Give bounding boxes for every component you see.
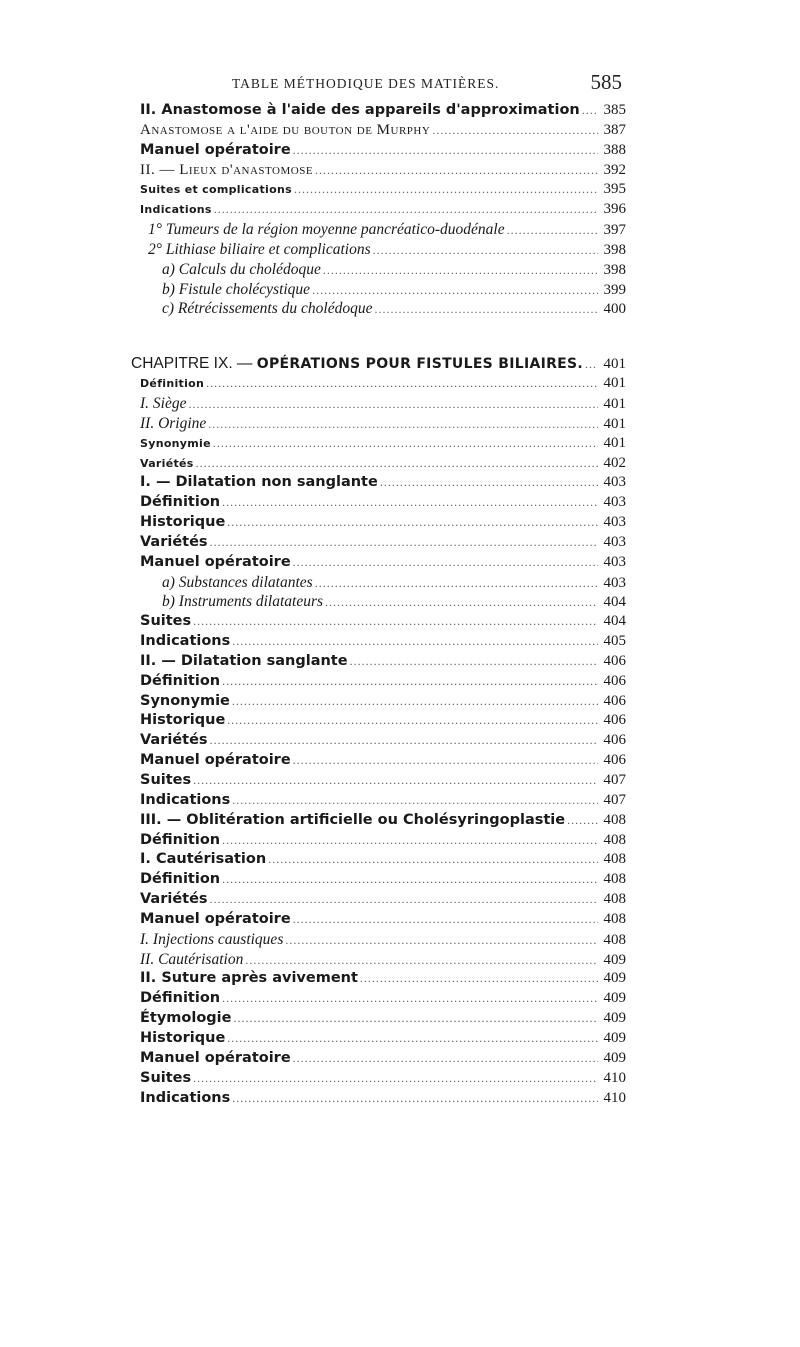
toc-entry-title: Suites [140, 772, 192, 788]
toc-entry [140, 831, 626, 851]
toc-entry-title: Variétés [140, 891, 208, 908]
toc-entry-title: Historique [140, 1029, 226, 1046]
leader-dots [193, 771, 598, 791]
toc-entry-page: 402 [603, 454, 626, 471]
chapter-title [131, 354, 583, 375]
toc-entry [140, 161, 626, 181]
leader-dots [210, 533, 598, 553]
toc-entry-page: 409 [603, 951, 626, 968]
leader-dots [232, 1089, 598, 1109]
toc-entry [140, 180, 626, 200]
toc-entry-title: a) Calculs du cholédoque [162, 260, 321, 278]
toc-entry-page: 409 [603, 970, 626, 987]
chapter-prefix: CHAPITRE IX. — [131, 355, 257, 373]
toc-entry [140, 890, 626, 910]
toc-entry [140, 692, 626, 712]
toc-entry-title: Synonymie [140, 692, 230, 709]
toc-entry [140, 220, 626, 240]
leader-dots [293, 910, 598, 930]
toc-entry [140, 592, 626, 612]
toc-entry-title: a) Substances dilatantes [162, 573, 313, 591]
leader-dots [232, 791, 598, 811]
toc-entry-title: Suites [140, 1069, 192, 1086]
toc-entry-title: Indications [140, 633, 231, 650]
toc-entry-title: I. Cautérisation [140, 851, 267, 868]
toc-entry [140, 1009, 626, 1029]
toc-entry [140, 1089, 626, 1109]
toc-entry-title: Définition [140, 494, 221, 511]
toc-entry-title: Définition [140, 672, 221, 689]
toc-entry-page: 388 [603, 141, 626, 158]
page-number: 585 [590, 70, 622, 94]
leader-dots [294, 180, 598, 200]
toc-entry-title: Manuel opératoire [140, 1049, 291, 1066]
toc-entry-title: Anastomose a l'aide du bouton de Murphy [140, 121, 431, 138]
toc-entry-page: 409 [603, 990, 626, 1007]
toc-entry-page: 408 [603, 811, 626, 828]
toc-entry [140, 141, 626, 161]
toc-entry-page: 406 [603, 732, 626, 749]
leader-dots [222, 870, 598, 890]
toc-entry-page: 398 [603, 241, 626, 258]
toc-entry-page: 403 [603, 514, 626, 531]
toc-entry-title: Manuel opératoire [140, 141, 291, 158]
toc-entry-page: 385 [603, 102, 626, 118]
leader-dots [232, 692, 598, 712]
toc-entry-page: 408 [603, 831, 626, 848]
toc-entry [140, 751, 626, 771]
leader-dots [233, 1009, 598, 1029]
toc-entry-title: Définition [140, 871, 221, 888]
toc-entry [140, 200, 626, 220]
toc-entry-page: 403 [603, 553, 626, 570]
toc-entry-page: 404 [603, 613, 626, 630]
toc-entry-title: II. Cautérisation [140, 950, 244, 968]
leader-dots [206, 374, 598, 394]
toc-entry-page: 407 [603, 791, 626, 808]
leader-dots [188, 395, 598, 415]
toc-entry [140, 473, 626, 493]
leader-dots [567, 811, 598, 831]
toc-entry [140, 434, 626, 454]
toc-entry-title: Suites et complications [140, 183, 292, 197]
leader-dots [227, 513, 598, 533]
toc-entry-page: 409 [603, 1029, 626, 1046]
toc-entry-title: Définition [140, 831, 221, 848]
toc-entry-title: Définition [140, 377, 205, 391]
leader-dots [193, 612, 598, 632]
toc-entry [140, 632, 626, 652]
toc-entry-title: b) Fistule cholécystique [162, 280, 311, 298]
toc-entry-page: 409 [603, 1010, 626, 1027]
toc-entry-page: 404 [603, 594, 626, 611]
leader-dots [373, 241, 598, 261]
toc-entry-title: c) Rétrécissements du cholédoque [162, 300, 373, 318]
toc-section-fistules [140, 374, 626, 1108]
leader-dots [293, 751, 598, 771]
toc-entry [140, 553, 626, 573]
leader-dots [193, 1069, 598, 1089]
toc-entry-page: 408 [603, 910, 626, 927]
toc-entry-title: Suites [140, 613, 192, 630]
toc-entry [140, 930, 626, 950]
toc-entry [140, 811, 626, 831]
toc-entry-page: 406 [603, 712, 626, 729]
toc-entry-title: b) Instruments dilatateurs [162, 593, 324, 611]
toc-entry-page: 399 [603, 281, 626, 298]
toc-entry [140, 850, 626, 870]
leader-dots [432, 121, 598, 141]
toc-entry [140, 969, 626, 989]
toc-entry-title: Historique [140, 712, 226, 729]
toc-entry-title: Indications [140, 1089, 231, 1106]
toc-entry-title: Indications [140, 203, 212, 217]
toc-entry [140, 454, 626, 474]
leader-dots [325, 593, 598, 613]
toc-entry [140, 612, 626, 632]
toc-entry [140, 989, 626, 1009]
leader-dots [245, 951, 598, 971]
toc-entry-page: 400 [603, 301, 626, 318]
toc-entry-title: Étymologie [140, 1010, 232, 1027]
toc-entry-title: Variétés [140, 732, 208, 749]
toc-entry-page: 392 [603, 161, 626, 178]
leader-dots [585, 355, 598, 375]
leader-dots [293, 141, 598, 161]
leader-dots [227, 711, 598, 731]
leader-dots [293, 1049, 598, 1069]
toc-entry-title: II. — Lieux d'anastomose [140, 161, 314, 178]
toc-entry [140, 1049, 626, 1069]
toc-entry [140, 414, 626, 434]
toc-entry-title: Manuel opératoire [140, 553, 291, 570]
toc-entry-title: I. — Dilatation non sanglante [140, 474, 378, 491]
toc-entry [140, 771, 626, 791]
toc-entry [140, 652, 626, 672]
toc-entry-page: 408 [603, 871, 626, 888]
leader-dots [315, 574, 598, 594]
toc-section-anastomose [140, 101, 626, 319]
toc-entry-title: Variétés [140, 456, 194, 470]
toc-entry [140, 240, 626, 260]
chapter-heading [131, 354, 626, 374]
toc-entry [140, 121, 626, 141]
leader-dots [222, 493, 598, 513]
toc-entry [140, 493, 626, 513]
toc-entry-page: 403 [603, 474, 626, 491]
toc-entry-title: Variétés [140, 533, 208, 550]
toc-entry-title: Manuel opératoire [140, 752, 291, 769]
toc-entry [140, 731, 626, 751]
toc-entry-page: 406 [603, 692, 626, 709]
toc-entry-page: 401 [603, 375, 626, 392]
leader-dots [293, 553, 598, 573]
toc-entry-title: II. Origine [140, 414, 207, 432]
leader-dots [210, 890, 598, 910]
toc-entry [140, 101, 626, 121]
toc-entry-page: 409 [603, 1049, 626, 1066]
toc-entry-page: 407 [603, 772, 626, 788]
toc-entry [140, 260, 626, 280]
toc-entry-page: 406 [603, 652, 626, 669]
leader-dots [360, 969, 598, 989]
toc-entry [140, 791, 626, 811]
toc-entry-page: 395 [603, 181, 626, 198]
leader-dots [380, 473, 598, 493]
toc-entry [140, 870, 626, 890]
toc-entry [140, 394, 626, 414]
toc-entry [140, 672, 626, 692]
section-gap [140, 319, 626, 354]
leader-dots [268, 850, 598, 870]
toc-entry-title: I. Injections caustiques [140, 930, 284, 948]
leader-dots [222, 989, 598, 1009]
leader-dots [374, 300, 598, 320]
toc-entry-title: 1° Tumeurs de la région moyenne pancréatico-duodénale [148, 221, 505, 239]
toc-entry-page: 398 [603, 261, 626, 278]
leader-dots [196, 454, 598, 474]
toc-entry [140, 910, 626, 930]
toc-entry-page: 410 [603, 1069, 626, 1086]
table-of-contents [131, 101, 626, 1108]
leader-dots [222, 672, 598, 692]
leader-dots [213, 434, 598, 454]
toc-entry-title: Historique [140, 514, 226, 531]
toc-entry-page: 401 [603, 395, 626, 412]
toc-entry-page: 401 [603, 415, 626, 432]
toc-entry [140, 533, 626, 553]
toc-entry-page: 406 [603, 672, 626, 689]
toc-entry [140, 711, 626, 731]
leader-dots [222, 831, 598, 851]
leader-dots [315, 161, 598, 181]
toc-entry-title: II. Suture après avivement [140, 970, 358, 987]
toc-entry-title: 2° Lithiase biliaire et complications [148, 240, 371, 258]
toc-entry-page: 401 [603, 434, 626, 451]
toc-entry-title: II. Anastomose à l'aide des appareils d'approximation [140, 102, 580, 118]
toc-entry [140, 1069, 626, 1089]
toc-entry [140, 374, 626, 394]
chapter-name: OPÉRATIONS POUR FISTULES BILIAIRES. [256, 356, 584, 373]
toc-entry-page: 396 [603, 201, 626, 218]
toc-entry [140, 280, 626, 300]
toc-entry-page: 408 [603, 851, 626, 868]
leader-dots [323, 261, 598, 281]
toc-entry-title: Définition [140, 990, 221, 1007]
toc-entry-title: III. — Oblitération artificielle ou Cholésyringoplastie [140, 811, 566, 828]
toc-entry [140, 299, 626, 319]
toc-entry [140, 573, 626, 593]
toc-entry-title: II. — Dilatation sanglante [140, 652, 348, 669]
toc-entry-page: 387 [603, 121, 626, 138]
leader-dots [227, 1029, 598, 1049]
toc-entry-page: 408 [603, 891, 626, 908]
toc-entry-page: 403 [603, 533, 626, 550]
leader-dots [214, 200, 598, 220]
chapter-page: 401 [603, 356, 626, 373]
toc-entry-page: 408 [603, 931, 626, 948]
toc-entry-page: 397 [603, 222, 626, 239]
running-header: TABLE MÉTHODIQUE DES MATIÈRES. [232, 76, 500, 91]
toc-entry [140, 950, 626, 970]
leader-dots [350, 652, 598, 672]
toc-entry-page: 405 [603, 633, 626, 650]
leader-dots [210, 731, 598, 751]
toc-entry-title: Indications [140, 791, 231, 808]
toc-entry-page: 410 [603, 1089, 626, 1106]
leader-dots [232, 632, 598, 652]
toc-entry-page: 403 [603, 494, 626, 511]
leader-dots [582, 101, 598, 121]
toc-entry-page: 406 [603, 752, 626, 769]
toc-entry-title: Synonymie [140, 436, 211, 450]
leader-dots [507, 221, 598, 241]
leader-dots [285, 931, 598, 951]
leader-dots [208, 415, 598, 435]
toc-entry-page: 403 [603, 574, 626, 591]
toc-entry-title: Manuel opératoire [140, 910, 291, 927]
toc-entry [140, 1029, 626, 1049]
leader-dots [312, 281, 598, 301]
toc-entry-title: I. Siège [140, 394, 187, 412]
toc-entry [140, 513, 626, 533]
